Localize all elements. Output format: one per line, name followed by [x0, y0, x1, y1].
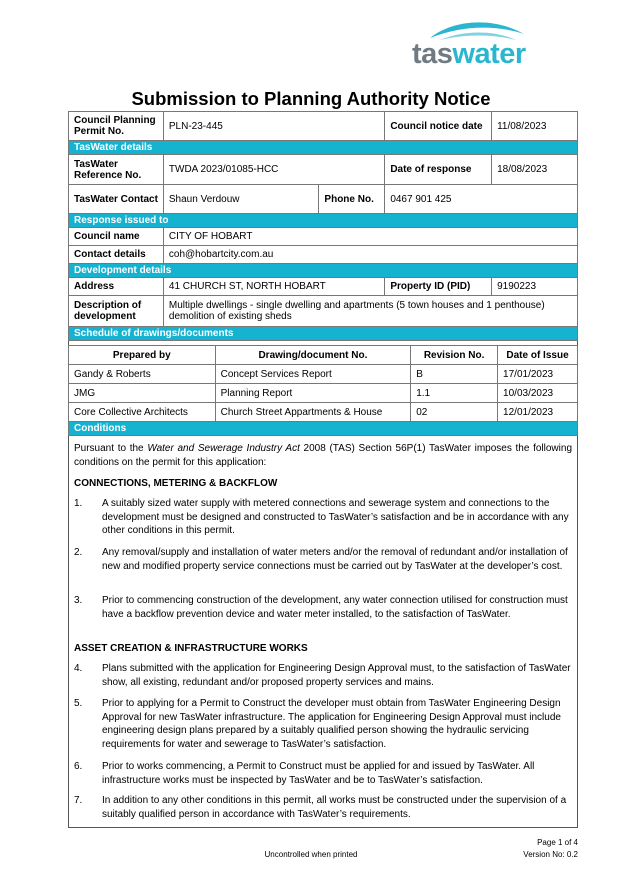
condition-item: 1. A suitably sized water supply with metered connections and sewerage system and connections to the development must be designed and constructed to TasWater’s satisfaction and be in accordance with any other conditions in this permit.: [74, 498, 569, 536]
taswater-logo: [412, 18, 542, 74]
condition-item: 3. Prior to commencing construction of the development, any water connection utilised for construction must have a backflow prevention device and water meter installed, to the satisfaction of TasWater.: [74, 595, 568, 620]
phone-value: 0467 901 425: [385, 185, 578, 214]
table-row: [69, 403, 578, 422]
table-cell: 12/01/2023: [498, 403, 578, 422]
schedule-header: Date of Issue: [498, 346, 578, 365]
permit-label: Council Planning Permit No.: [69, 112, 164, 141]
permit-value: PLN-23-445: [163, 112, 384, 141]
contact-label: TasWater Contact: [69, 185, 164, 214]
table-cell: 17/01/2023: [498, 365, 578, 384]
table-cell: Church Street Appartments & House: [215, 403, 411, 422]
pid-label: Property ID (PID): [385, 278, 492, 296]
table-cell: 10/03/2023: [498, 384, 578, 403]
address-value: 41 CHURCH ST, NORTH HOBART: [163, 278, 384, 296]
condition-item: 5. Prior to applying for a Permit to Construct the developer must obtain from TasWater Engineering Design Approval for new TasWater infrastructure. The application for Engineering Design Approval must include engineering design plans prepared by a suitably qualified person showing the hydraulic servicing requirements for water and sewerage to TasWater’s satisfaction.: [74, 698, 561, 750]
table-cell: Concept Services Report: [215, 365, 411, 384]
schedule-table: [68, 345, 578, 436]
table-cell: 02: [411, 403, 498, 422]
table-cell: JMG: [69, 384, 216, 403]
response-date-value: 18/08/2023: [492, 155, 578, 185]
section-schedule: Schedule of drawings/documents: [69, 327, 578, 341]
contact-details-label: Contact details: [69, 246, 164, 264]
description-value: Multiple dwellings - single dwelling and apartments (5 town houses and 1 penthouse) demolition of existing sheds: [163, 296, 577, 327]
schedule-header: Revision No.: [411, 346, 498, 365]
page-title: Submission to Planning Authority Notice: [131, 88, 491, 109]
contact-value: Shaun Verdouw: [163, 185, 319, 214]
notice-date-value: 11/08/2023: [492, 112, 578, 141]
footer-page-number: Page 1 of 4: [537, 838, 578, 847]
contact-details-value: coh@hobartcity.com.au: [163, 246, 577, 264]
condition-item: 7. In addition to any other conditions in this permit, all works must be constructed under the supervision of a suitably qualified person in accordance with TasWater’s requirements.: [74, 795, 567, 820]
section-development: Development details: [69, 264, 578, 278]
footer-version: Version No: 0.2: [523, 850, 578, 859]
ref-value: TWDA 2023/01085-HCC: [163, 155, 384, 185]
table-row: [69, 365, 578, 384]
table-row: [69, 384, 578, 403]
table-cell: 1.1: [411, 384, 498, 403]
table-cell: B: [411, 365, 498, 384]
logo-wordmark: taswater: [412, 38, 526, 70]
table-cell: Planning Report: [215, 384, 411, 403]
description-label: Description of development: [69, 296, 164, 327]
section-tasw: TasWater details: [69, 141, 578, 155]
response-date-label: Date of response: [385, 155, 492, 185]
footer-uncontrolled: Uncontrolled when printed: [264, 850, 358, 859]
condition-item: 4. Plans submitted with the application for Engineering Design Approval must, to the satisfaction of TasWater show, all existing, redundant and/or proposed property services and mains.: [74, 663, 571, 688]
phone-label: Phone No.: [319, 185, 385, 214]
condition-item: 6. Prior to works commencing, a Permit to Construct must be applied for and issued by TasWater. All infrastructure works must be inspected by TasWater and be to TasWater’s satisfaction.: [74, 761, 535, 786]
schedule-header: Drawing/document No.: [215, 346, 411, 365]
heading-asset-creation: ASSET CREATION & INFRASTRUCTURE WORKS: [74, 643, 308, 654]
address-label: Address: [69, 278, 164, 296]
council-name-label: Council name: [69, 228, 164, 246]
schedule-header: Prepared by: [69, 346, 216, 365]
heading-connections: CONNECTIONS, METERING & BACKFLOW: [74, 478, 278, 489]
notice-date-label: Council notice date: [385, 112, 492, 141]
section-response: Response issued to: [69, 214, 578, 228]
ref-label: TasWater Reference No.: [69, 155, 164, 185]
section-conditions: Conditions: [69, 422, 578, 436]
conditions-intro: Pursuant to the Water and Sewerage Industry Act 2008 (TAS) Section 56P(1) TasWater imposes the following conditions on the permit for this application:: [74, 443, 573, 468]
table-cell: Core Collective Architects: [69, 403, 216, 422]
table-cell: Gandy & Roberts: [69, 365, 216, 384]
condition-item: 2. Any removal/supply and installation of water meters and/or the removal of redundant and/or installation of new and modified property service connections must be carried out by TasWater at the developer’s cost.: [74, 547, 568, 572]
council-name-value: CITY OF HOBART: [163, 228, 577, 246]
details-table: [68, 111, 578, 341]
pid-value: 9190223: [492, 278, 578, 296]
